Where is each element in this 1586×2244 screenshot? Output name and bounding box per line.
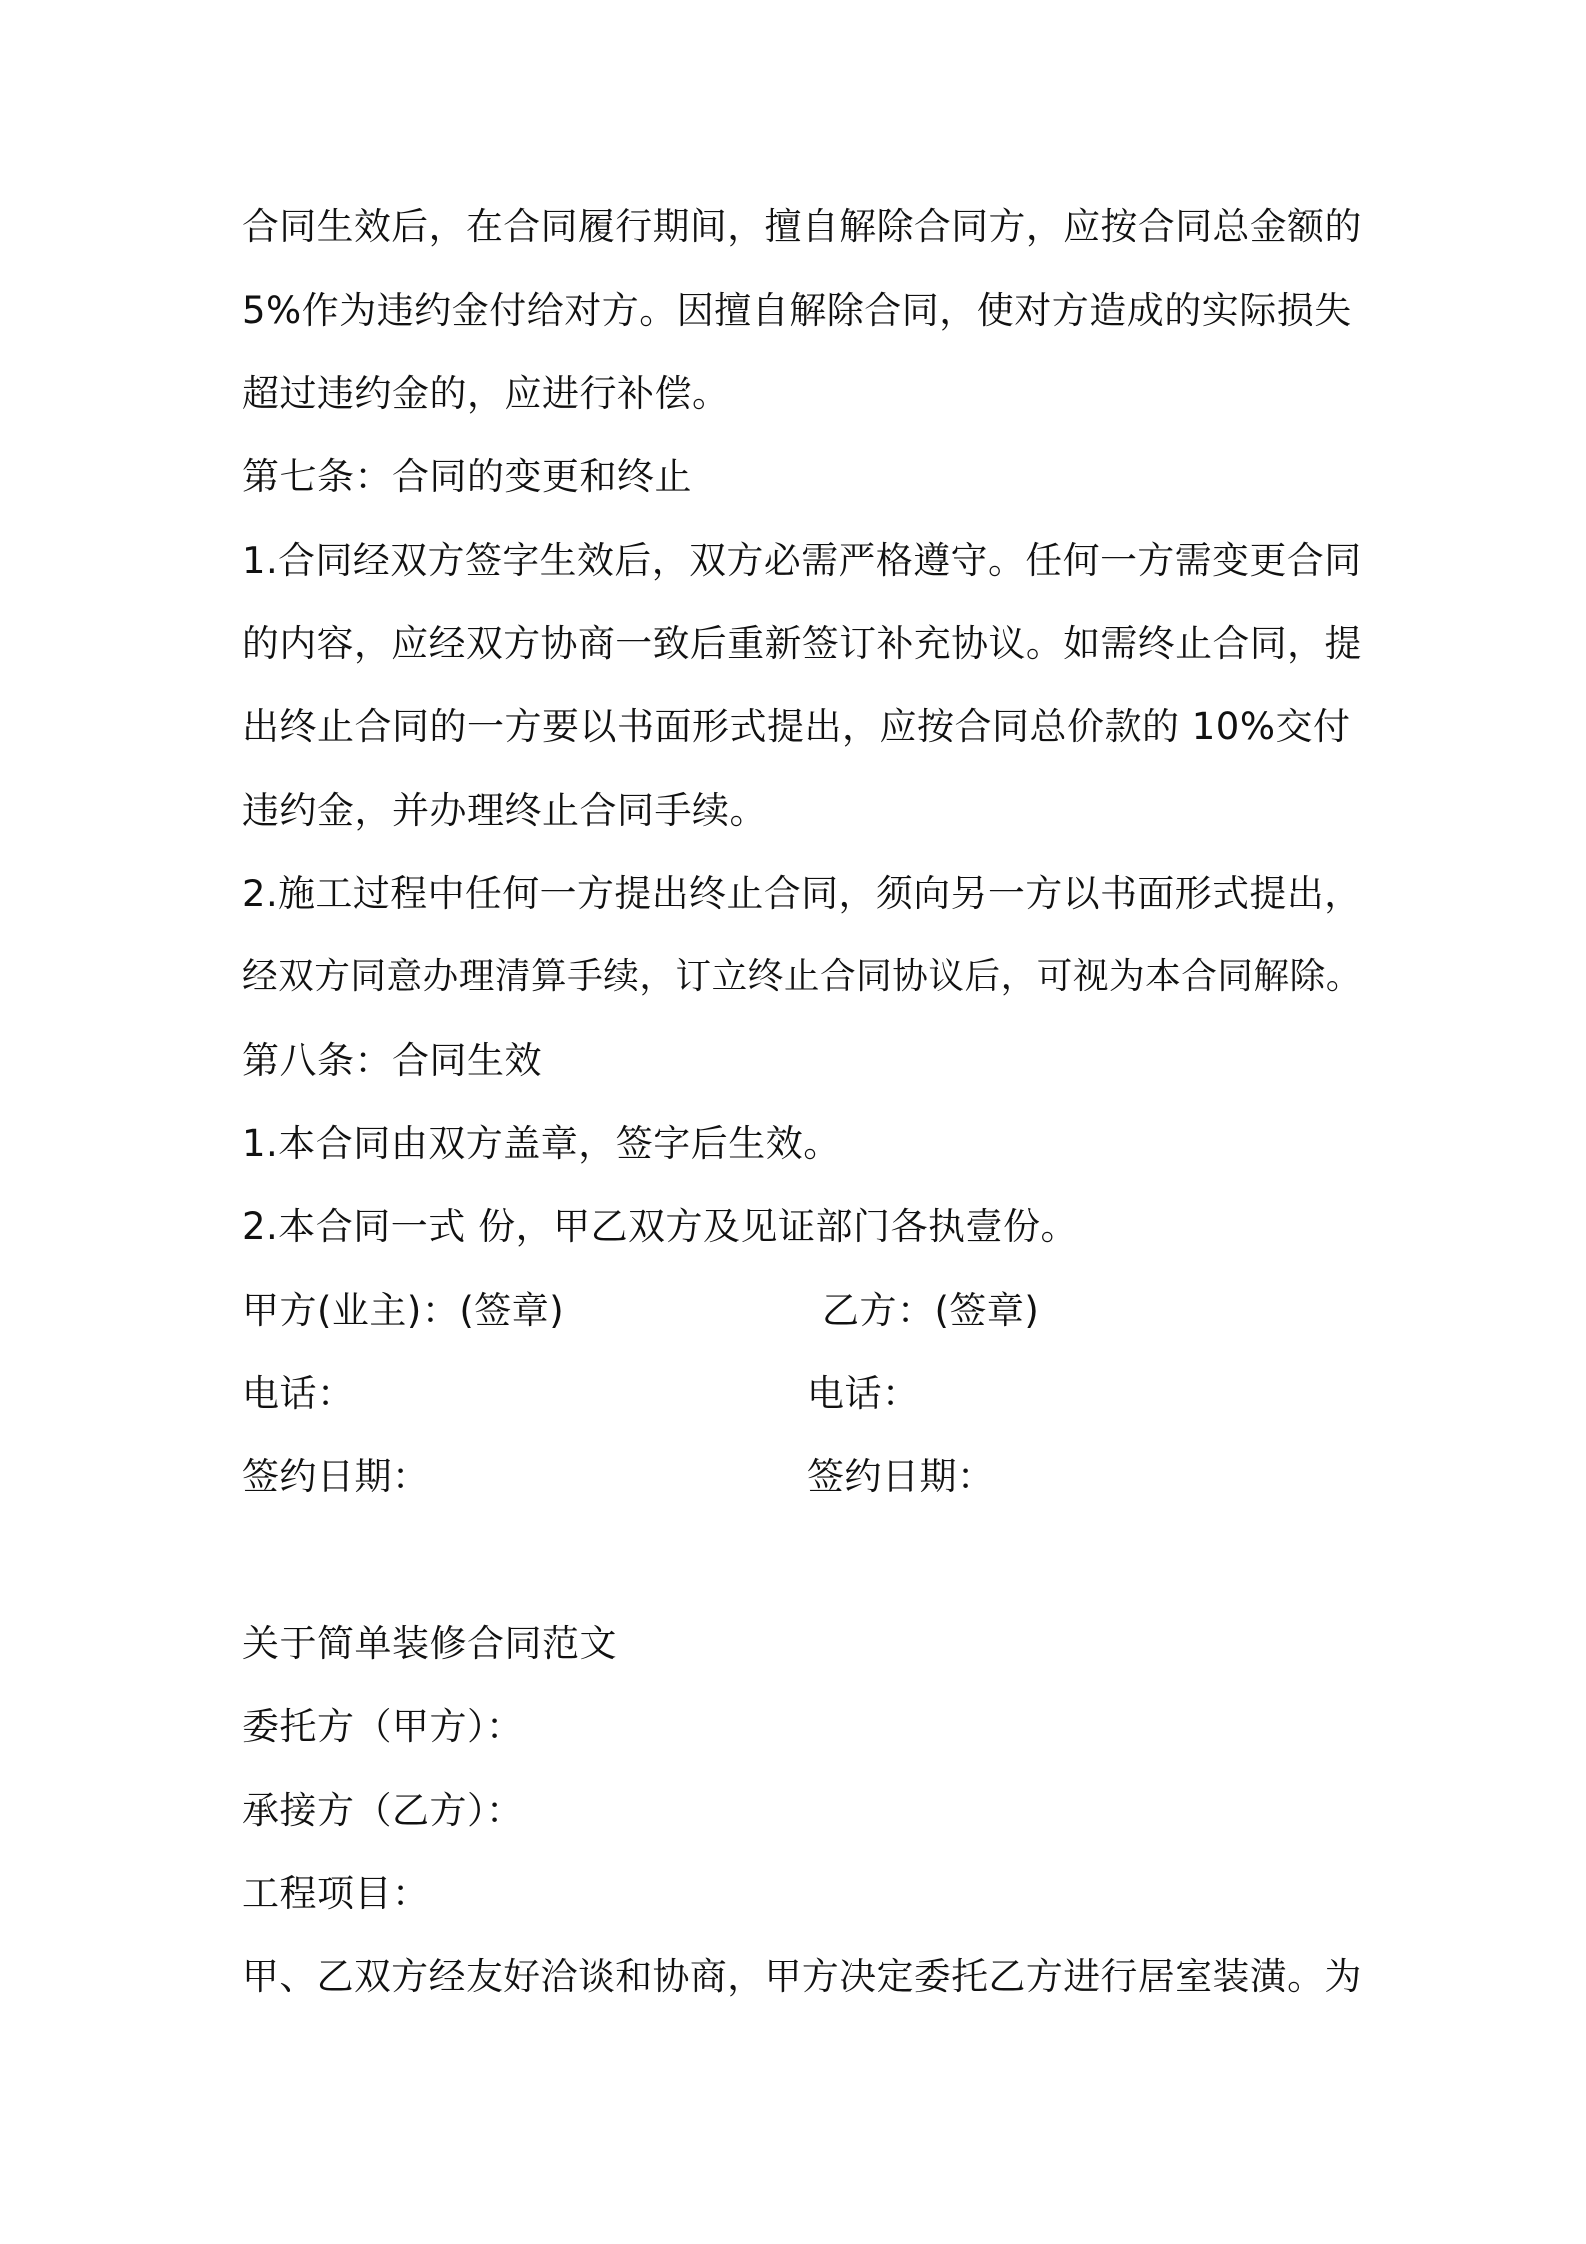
paragraph-line: 的内容，应经双方协商一致后重新签订补充协议。如需终止合同，提 <box>242 622 1362 665</box>
project-field: 工程项目： <box>242 1872 430 1915</box>
paragraph-line: 出终止合同的一方要以书面形式提出，应按合同总价款的 10%交付 <box>242 705 1351 748</box>
paragraph-line: 超过违约金的，应进行补偿。 <box>242 372 730 415</box>
party-a-phone: 电话： <box>242 1372 355 1415</box>
contractor-field: 承接方（乙方）： <box>242 1789 524 1832</box>
article-8-title: 第八条：合同生效 <box>242 1039 542 1082</box>
paragraph-line: 2.本合同一式 份，甲乙双方及见证部门各执壹份。 <box>242 1205 1079 1248</box>
paragraph-line: 1.本合同由双方盖章，签字后生效。 <box>242 1122 841 1165</box>
party-a-date: 签约日期： <box>242 1455 430 1498</box>
paragraph-line: 1.合同经双方签字生效后，双方必需严格遵守。任何一方需变更合同 <box>242 539 1362 582</box>
client-field: 委托方（甲方）： <box>242 1705 524 1748</box>
party-b-signature-label: 乙方：(签章) <box>822 1289 1040 1332</box>
intro-paragraph-line: 甲、乙双方经友好洽谈和协商，甲方决定委托乙方进行居室装潢。为 <box>242 1955 1362 1998</box>
paragraph-line: 5%作为违约金付给对方。因擅自解除合同，使对方造成的实际损失 <box>242 289 1352 332</box>
paragraph-line: 违约金，并办理终止合同手续。 <box>242 789 767 832</box>
party-b-phone: 电话： <box>807 1372 920 1415</box>
party-a-signature-label: 甲方(业主)：(签章) <box>242 1289 565 1332</box>
paragraph-line: 合同生效后，在合同履行期间，擅自解除合同方，应按合同总金额的 <box>242 205 1362 248</box>
section-title: 关于简单装修合同范文 <box>242 1622 617 1665</box>
party-b-date: 签约日期： <box>807 1455 995 1498</box>
paragraph-line: 2.施工过程中任何一方提出终止合同，须向另一方以书面形式提出， <box>242 872 1362 915</box>
article-7-title: 第七条：合同的变更和终止 <box>242 455 692 498</box>
paragraph-line: 经双方同意办理清算手续，订立终止合同协议后，可视为本合同解除。 <box>242 956 1362 997</box>
